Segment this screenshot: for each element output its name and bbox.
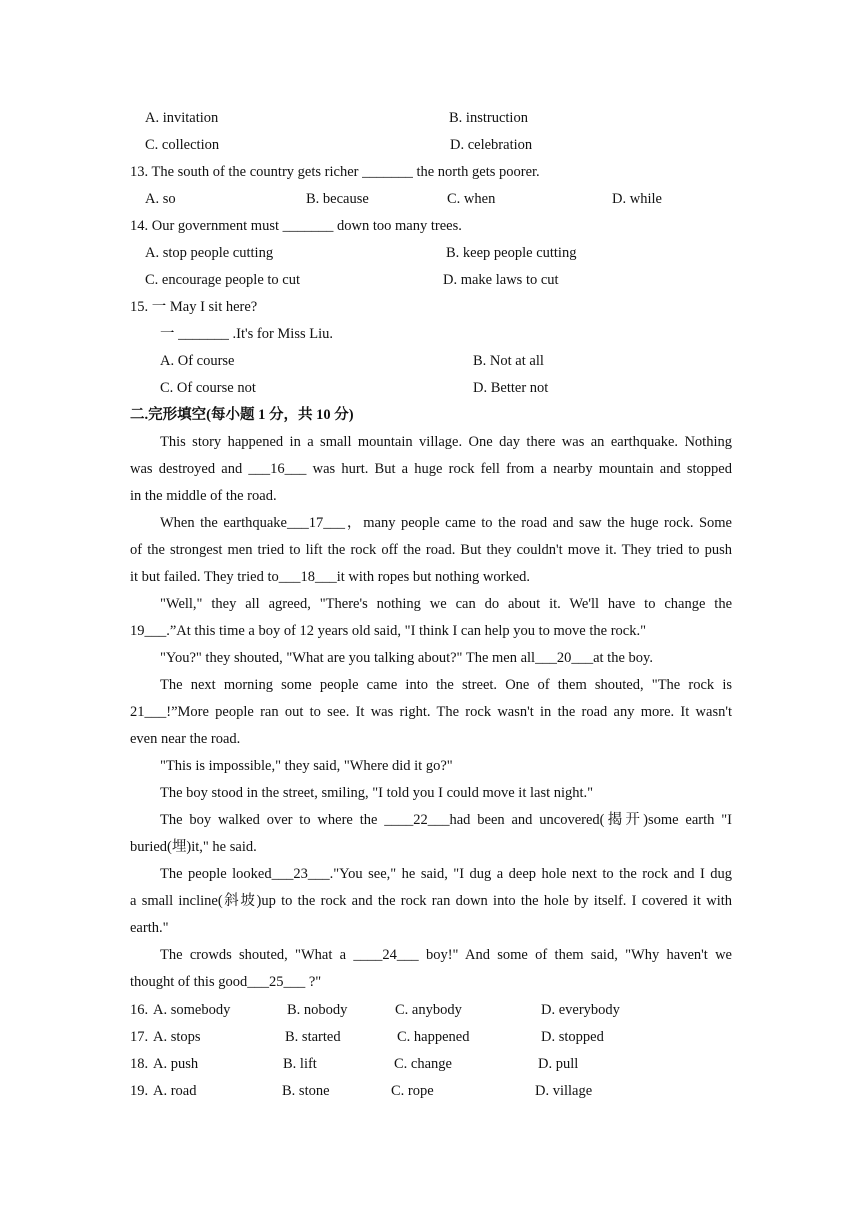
q12-option-c: C. collection (145, 137, 220, 153)
q14-option-d: D. make laws to cut (443, 272, 559, 288)
q18-option-c: C. change (394, 1056, 452, 1072)
passage-line: The next morning some people came into the street. One of them shouted, "The rock is (160, 677, 732, 693)
passage-line: The boy stood in the street, smiling, "I told you I could move it last night." (160, 785, 594, 801)
q19-option-c: C. rope (391, 1083, 434, 1099)
q19-number: 19. (130, 1083, 149, 1099)
q14-stem: 14. Our government must _______ down too many trees. (130, 218, 462, 234)
passage-line: earth." (130, 920, 169, 936)
passage-line: When the earthquake___17___，many people came to the road and saw the huge rock. Some (160, 515, 732, 531)
q18-number: 18. (130, 1056, 149, 1072)
q13-option-c: C. when (447, 191, 496, 207)
passage-line: a small incline(斜坡)up to the rock and the rock ran down into the hole by itself. I covered it with (130, 893, 732, 909)
passage-line: "This is impossible," they said, "Where did it go?" (160, 758, 453, 774)
q16-option-c: C. anybody (395, 1002, 462, 1018)
q15-option-a: A. Of course (160, 353, 235, 369)
q17-number: 17. (130, 1029, 149, 1045)
q16-number: 16. (130, 1002, 149, 1018)
q15-stem: 15. 一 May I sit here? (130, 299, 258, 315)
q19-option-a: A. road (153, 1083, 197, 1099)
passage-line: "You?" they shouted, "What are you talking about?" The men all___20___at the boy. (160, 650, 653, 666)
q13-option-b: B. because (306, 191, 369, 207)
passage-line: even near the road. (130, 731, 241, 747)
q18-option-d: D. pull (538, 1056, 579, 1072)
passage-line: 19___.”At this time a boy of 12 years old said, "I think I can help you to move the rock." (130, 623, 647, 639)
q17-option-d: D. stopped (541, 1029, 604, 1045)
q17-option-c: C. happened (397, 1029, 470, 1045)
q16-option-d: D. everybody (541, 1002, 620, 1018)
q12-option-b: B. instruction (449, 110, 528, 126)
passage-line: in the middle of the road. (130, 488, 277, 504)
passage-line: This story happened in a small mountain village. One day there was an earthquake. Nothing (160, 434, 732, 450)
passage-line: of the strongest men tried to lift the rock off the road. But they couldn't move it. They tried to push (130, 542, 732, 558)
q15-option-d: D. Better not (473, 380, 549, 396)
q13-option-a: A. so (145, 191, 176, 207)
q18-option-a: A. push (153, 1056, 199, 1072)
q15-option-b: B. Not at all (473, 353, 544, 369)
passage-line: The crowds shouted, "What a ____24___ boy!" And some of them said, "Why haven't we (160, 947, 732, 963)
q14-option-a: A. stop people cutting (145, 245, 274, 261)
q14-option-c: C. encourage people to cut (145, 272, 301, 288)
passage-line: The boy walked over to where the ____22___had been and uncovered(揭开)some earth "I (160, 812, 732, 828)
q13-option-d: D. while (612, 191, 662, 207)
q14-option-b: B. keep people cutting (446, 245, 577, 261)
q19-option-b: B. stone (282, 1083, 330, 1099)
q16-option-a: A. somebody (153, 1002, 231, 1018)
passage-line: was destroyed and ___16___ was hurt. But a huge rock fell from a nearby mountain and stopped (130, 461, 732, 477)
q15-option-c: C. Of course not (160, 380, 256, 396)
q12-option-a: A. invitation (145, 110, 219, 126)
q19-option-d: D. village (535, 1083, 593, 1099)
passage-line: buried(埋)it," he said. (130, 839, 257, 855)
passage-line: 21___!”More people ran out to see. It was right. The rock wasn't in the road any more. It wasn't (130, 704, 732, 720)
q17-option-b: B. started (285, 1029, 341, 1045)
q15-stem-reply: 一 _______ .It's for Miss Liu. (160, 326, 333, 342)
q16-option-b: B. nobody (287, 1002, 348, 1018)
q17-option-a: A. stops (153, 1029, 201, 1045)
section-heading-cloze: 二.完形填空(每小题 1 分，共 10 分) (130, 407, 354, 423)
q13-stem: 13. The south of the country gets richer _______ the north gets poorer. (130, 164, 540, 180)
passage-line: it but failed. They tried to___18___it with ropes but nothing worked. (130, 569, 531, 585)
q18-option-b: B. lift (283, 1056, 317, 1072)
passage-line: "Well," they all agreed, "There's nothing we can do about it. We'll have to change the (160, 596, 732, 612)
passage-line: thought of this good___25___ ?" (130, 974, 322, 990)
passage-line: The people looked___23___."You see," he said, "I dug a deep hole next to the rock and I dug (160, 866, 732, 882)
q12-option-d: D. celebration (450, 137, 533, 153)
